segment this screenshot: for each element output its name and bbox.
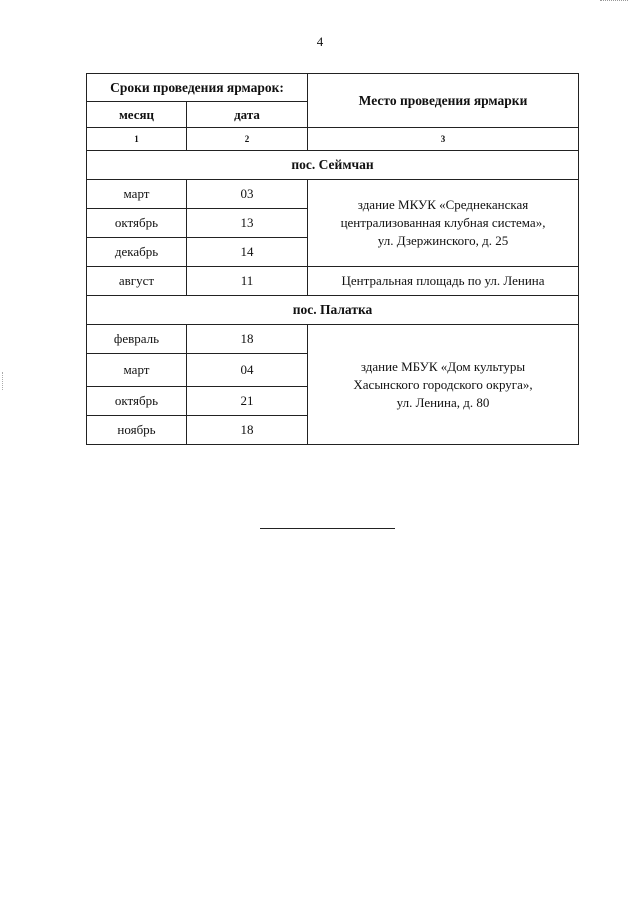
place-line: централизованная клубная система», (340, 215, 546, 230)
cell-month: февраль (87, 325, 187, 354)
margin-dots (2, 372, 5, 390)
place-line: здание МКУК «Среднеканская (357, 197, 529, 212)
fairs-table (86, 73, 579, 445)
cell-month: август (87, 267, 187, 296)
place-line: Хасынского городского округа», (353, 376, 533, 392)
cell-month: март (87, 180, 187, 209)
place-line: ул. Ленина, д. 80 (396, 394, 490, 410)
cell-month: март (87, 354, 187, 387)
place-line: ул. Дзержинского, д. 25 (377, 233, 509, 248)
cell-date: 14 (187, 238, 308, 267)
cell-month: декабрь (87, 238, 187, 267)
end-divider (260, 528, 395, 529)
table-row (87, 325, 579, 354)
cell-date: 03 (187, 180, 308, 209)
header-period-group: Сроки проведения ярмарок: (87, 74, 308, 102)
place-line: здание МБУК «Дом культуры (360, 358, 526, 374)
cell-month: октябрь (87, 387, 187, 416)
table-row (87, 267, 579, 296)
section-title-palatka: пос. Палатка (87, 296, 579, 325)
cell-month: октябрь (87, 209, 187, 238)
section-row (87, 296, 579, 325)
cell-place-central-square: Центральная площадь по ул. Ленина (308, 267, 579, 296)
cell-date: 11 (187, 267, 308, 296)
cell-date: 04 (187, 354, 308, 387)
cell-date: 13 (187, 209, 308, 238)
cell-place-palatka-house-of-culture (308, 325, 579, 445)
column-number: 1 (87, 128, 187, 151)
column-number: 2 (187, 128, 308, 151)
table-header-row (87, 74, 579, 102)
cell-date: 18 (187, 325, 308, 354)
cell-place-seymchan-club (308, 180, 579, 267)
header-date: дата (187, 102, 308, 128)
cell-date: 18 (187, 416, 308, 445)
column-numbers-row (87, 128, 579, 151)
table-row (87, 180, 579, 209)
section-title-seymchan: пос. Сеймчан (87, 151, 579, 180)
header-place: Место проведения ярмарки (308, 74, 579, 128)
page-number: 4 (316, 34, 324, 49)
cell-month: ноябрь (87, 416, 187, 445)
cell-date: 21 (187, 387, 308, 416)
column-number: 3 (308, 128, 579, 151)
section-row (87, 151, 579, 180)
scan-mark (600, 0, 628, 4)
header-month: месяц (87, 102, 187, 128)
